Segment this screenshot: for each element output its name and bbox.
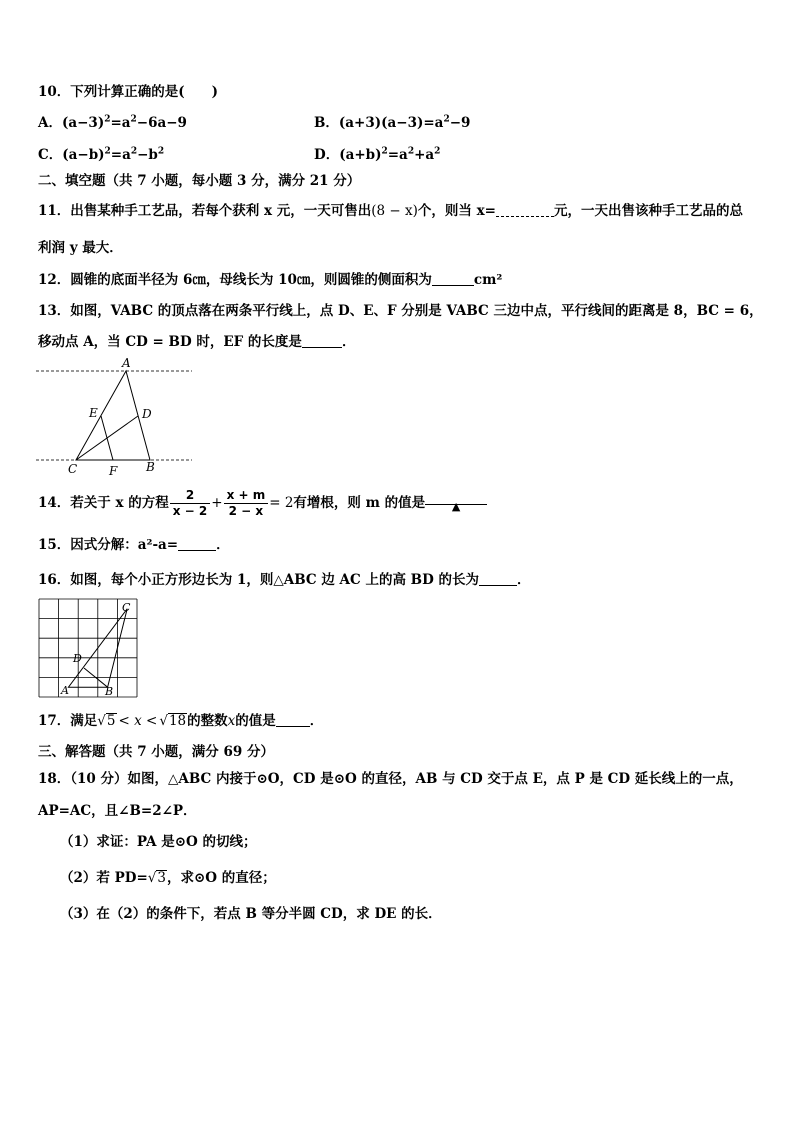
q17-answer-blank[interactable]: [276, 712, 310, 727]
q11-line2: 利润 y 最大．: [38, 240, 123, 256]
q14-plus: +: [211, 495, 223, 511]
q14-text-b: 有增根，则 m 的值是: [293, 495, 426, 511]
q17-radicand-18: 18: [168, 713, 187, 729]
q11-text-b: 个，则当 x=: [417, 203, 496, 219]
q13-label-e: E: [89, 406, 98, 420]
q11-line1: [38, 202, 743, 220]
q16-label-b: B: [105, 685, 114, 698]
q10-option-b: B．$(a+3)(a-3)=a^2-9$: [314, 114, 471, 131]
q16-answer-blank[interactable]: [479, 571, 517, 586]
q17-end: ．: [309, 713, 324, 729]
q16-label-c: C: [122, 601, 131, 614]
q18-line1: 18．（10 分）如图，△ABC 内接于⊙O，CD 是⊙O 的直径，AB 与 CD 交于点 E，点 P 是 CD 延长线上的一点，: [38, 771, 743, 787]
q11-text-c: 元，一天出售该种手工艺品的总: [553, 203, 743, 219]
section-2-heading: 二、填空题（共 7 小题，每小题 3 分，满分 21 分）: [38, 173, 361, 189]
q17-radicand-5: 5: [106, 713, 116, 729]
q12-text: 12．圆锥的底面半径为 6㎝，母线长为 10㎝，则圆锥的侧面积为: [38, 272, 432, 288]
q11-text-a: 11．出售某种手工艺品，若每个获利 x 元，一天可售出: [38, 203, 372, 219]
q14-fraction-1: [170, 488, 211, 519]
q16-label-d: D: [73, 652, 82, 665]
section-3-heading: 三、解答题（共 7 小题，满分 69 分）: [38, 744, 274, 760]
q13-label-b: B: [146, 460, 155, 474]
q13-label-a: A: [122, 356, 131, 370]
q14-f2-denominator: 2 − x: [228, 504, 264, 518]
q14-f2-numerator: x + m: [224, 488, 269, 504]
q13-label-f: F: [109, 464, 118, 478]
q13-triangle-figure: [36, 356, 196, 478]
q13-line2: [38, 333, 355, 351]
q16-grid-figure: [36, 596, 140, 700]
q10-stem: 10．下列计算正确的是( ): [38, 84, 219, 100]
q17-text-c: 的值是: [235, 713, 276, 729]
q16-line: [38, 571, 530, 589]
q18-part3: （3）在（2）的条件下，若点 B 等分半圆 CD，求 DE 的长．: [60, 906, 442, 922]
q11-answer-blank[interactable]: [496, 202, 554, 217]
q12-answer-blank[interactable]: [432, 271, 474, 286]
q18-part2: [60, 869, 276, 887]
q17-inequality: < x <: [118, 713, 158, 729]
q13-end: ．: [341, 334, 356, 350]
q14-triangle-mark: ▲: [451, 500, 461, 513]
q14-answer-blank[interactable]: [425, 488, 487, 513]
q13-label-d: D: [142, 407, 152, 421]
q15-end: ．: [216, 537, 230, 553]
q14-line: [38, 485, 487, 521]
q17-line: [38, 712, 323, 730]
q13-label-c: C: [68, 462, 78, 476]
q14-fraction-2: [224, 488, 269, 519]
q13-line1: 13．如图，VABC 的顶点落在两条平行线上，点 D、E、F 分别是 VABC 三边中点，平行线间的距离是 8，BC = 6，: [38, 303, 763, 319]
q16-label-a: A: [61, 684, 69, 697]
q14-f1-denominator: x − 2: [172, 504, 208, 518]
q14-f1-numerator: 2: [170, 488, 211, 504]
q17-text-b: 的整数: [187, 713, 228, 729]
q10-option-a: A．$(a-3)^2=a^2-6a-9$: [38, 114, 187, 131]
q13-segment-ef: [101, 416, 113, 460]
q14-equals: = 2: [269, 495, 294, 511]
q17-variable-x: x: [227, 713, 236, 729]
q15-line: [38, 536, 230, 554]
q17-text-a: 17．满足: [38, 713, 98, 729]
q14-text-a: 14．若关于 x 的方程: [38, 495, 169, 511]
q13-answer-blank[interactable]: [302, 333, 342, 348]
q13-triangle-abc: [76, 371, 150, 460]
q15-answer-blank[interactable]: [178, 536, 216, 551]
q18-part2-text-a: （2）若 PD=: [60, 870, 148, 886]
q12-line: [38, 271, 502, 289]
q10-option-d: D．$(a+b)^2=a^2+a^2$: [314, 146, 441, 163]
q11-expression: (8 − x): [371, 203, 418, 219]
q17-sqrt-5: √5: [97, 713, 116, 729]
q16-text: 16．如图，每个小正方形边长为 1，则△ABC 边 AC 上的高 BD 的长为: [38, 572, 479, 588]
q18-part2-text-b: ，求⊙O 的直径；: [166, 870, 276, 886]
q10-option-c: C．$(a-b)^2=a^2-b^2$: [38, 146, 165, 163]
q16-end: ．: [516, 572, 531, 588]
q18-part1: （1）求证：PA 是⊙O 的切线；: [60, 834, 257, 850]
q13-text: 移动点 A，当 CD = BD 时，EF 的长度是: [38, 334, 302, 350]
q17-sqrt-18: √18: [159, 713, 187, 729]
q12-unit: cm²: [473, 272, 503, 288]
q15-text: 15．因式分解：a²-a=: [38, 537, 179, 553]
q18-sqrt-3: √3: [147, 870, 166, 886]
q18-line2: AP=AC，且∠B=2∠P．: [38, 803, 197, 819]
q18-radicand-3: 3: [157, 870, 166, 886]
